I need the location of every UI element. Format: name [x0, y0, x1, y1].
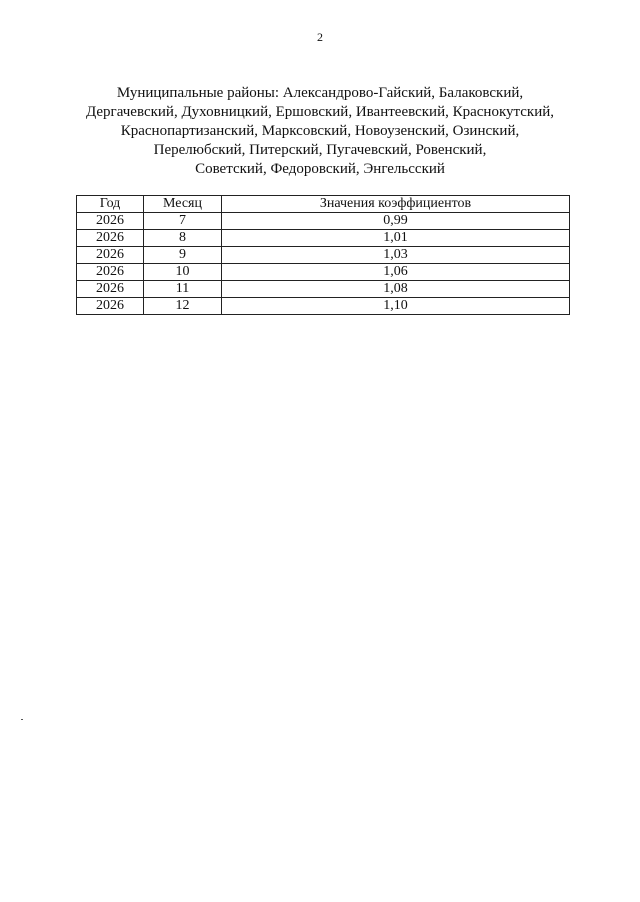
table-row — [77, 298, 570, 315]
cell-coefficient: 1,01 — [222, 230, 570, 247]
heading-line: Перелюбский, Питерский, Пугачевский, Ровенский, — [153, 142, 487, 158]
heading-line: Советский, Федоровский, Энгельсский — [195, 161, 445, 177]
cell-month: 8 — [144, 230, 222, 247]
cell-month: 11 — [144, 281, 222, 298]
cell-coefficient: 1,03 — [222, 247, 570, 264]
cell-year: 2026 — [77, 230, 144, 247]
table-row — [77, 213, 570, 230]
cell-coefficient: 1,08 — [222, 281, 570, 298]
cell-year: 2026 — [77, 264, 144, 281]
municipal-districts-heading — [60, 84, 580, 179]
header-year: Год — [77, 196, 144, 213]
cell-year: 2026 — [77, 281, 144, 298]
table-header-row — [77, 196, 570, 213]
cell-month: 9 — [144, 247, 222, 264]
cell-month: 10 — [144, 264, 222, 281]
heading-line: Дергачевский, Духовницкий, Ершовский, Ивантеевский, Краснокутский, — [85, 104, 555, 120]
coefficients-table — [76, 195, 570, 315]
table-row — [77, 247, 570, 264]
page-number: 2 — [317, 30, 323, 44]
scan-margin-mark — [21, 719, 23, 720]
cell-year: 2026 — [77, 298, 144, 315]
cell-coefficient: 0,99 — [222, 213, 570, 230]
cell-month: 7 — [144, 213, 222, 230]
table-row — [77, 281, 570, 298]
cell-coefficient: 1,06 — [222, 264, 570, 281]
cell-month: 12 — [144, 298, 222, 315]
table-row — [77, 230, 570, 247]
header-month: Месяц — [144, 196, 222, 213]
heading-line: Краснопартизанский, Марксовский, Новоузенский, Озинский, — [120, 123, 520, 139]
cell-year: 2026 — [77, 247, 144, 264]
cell-year: 2026 — [77, 213, 144, 230]
header-coefficient-values: Значения коэффициентов — [222, 196, 570, 213]
heading-line: Муниципальные районы: Александрово-Гайский, Балаковский, — [116, 85, 524, 101]
table-row — [77, 264, 570, 281]
cell-coefficient: 1,10 — [222, 298, 570, 315]
